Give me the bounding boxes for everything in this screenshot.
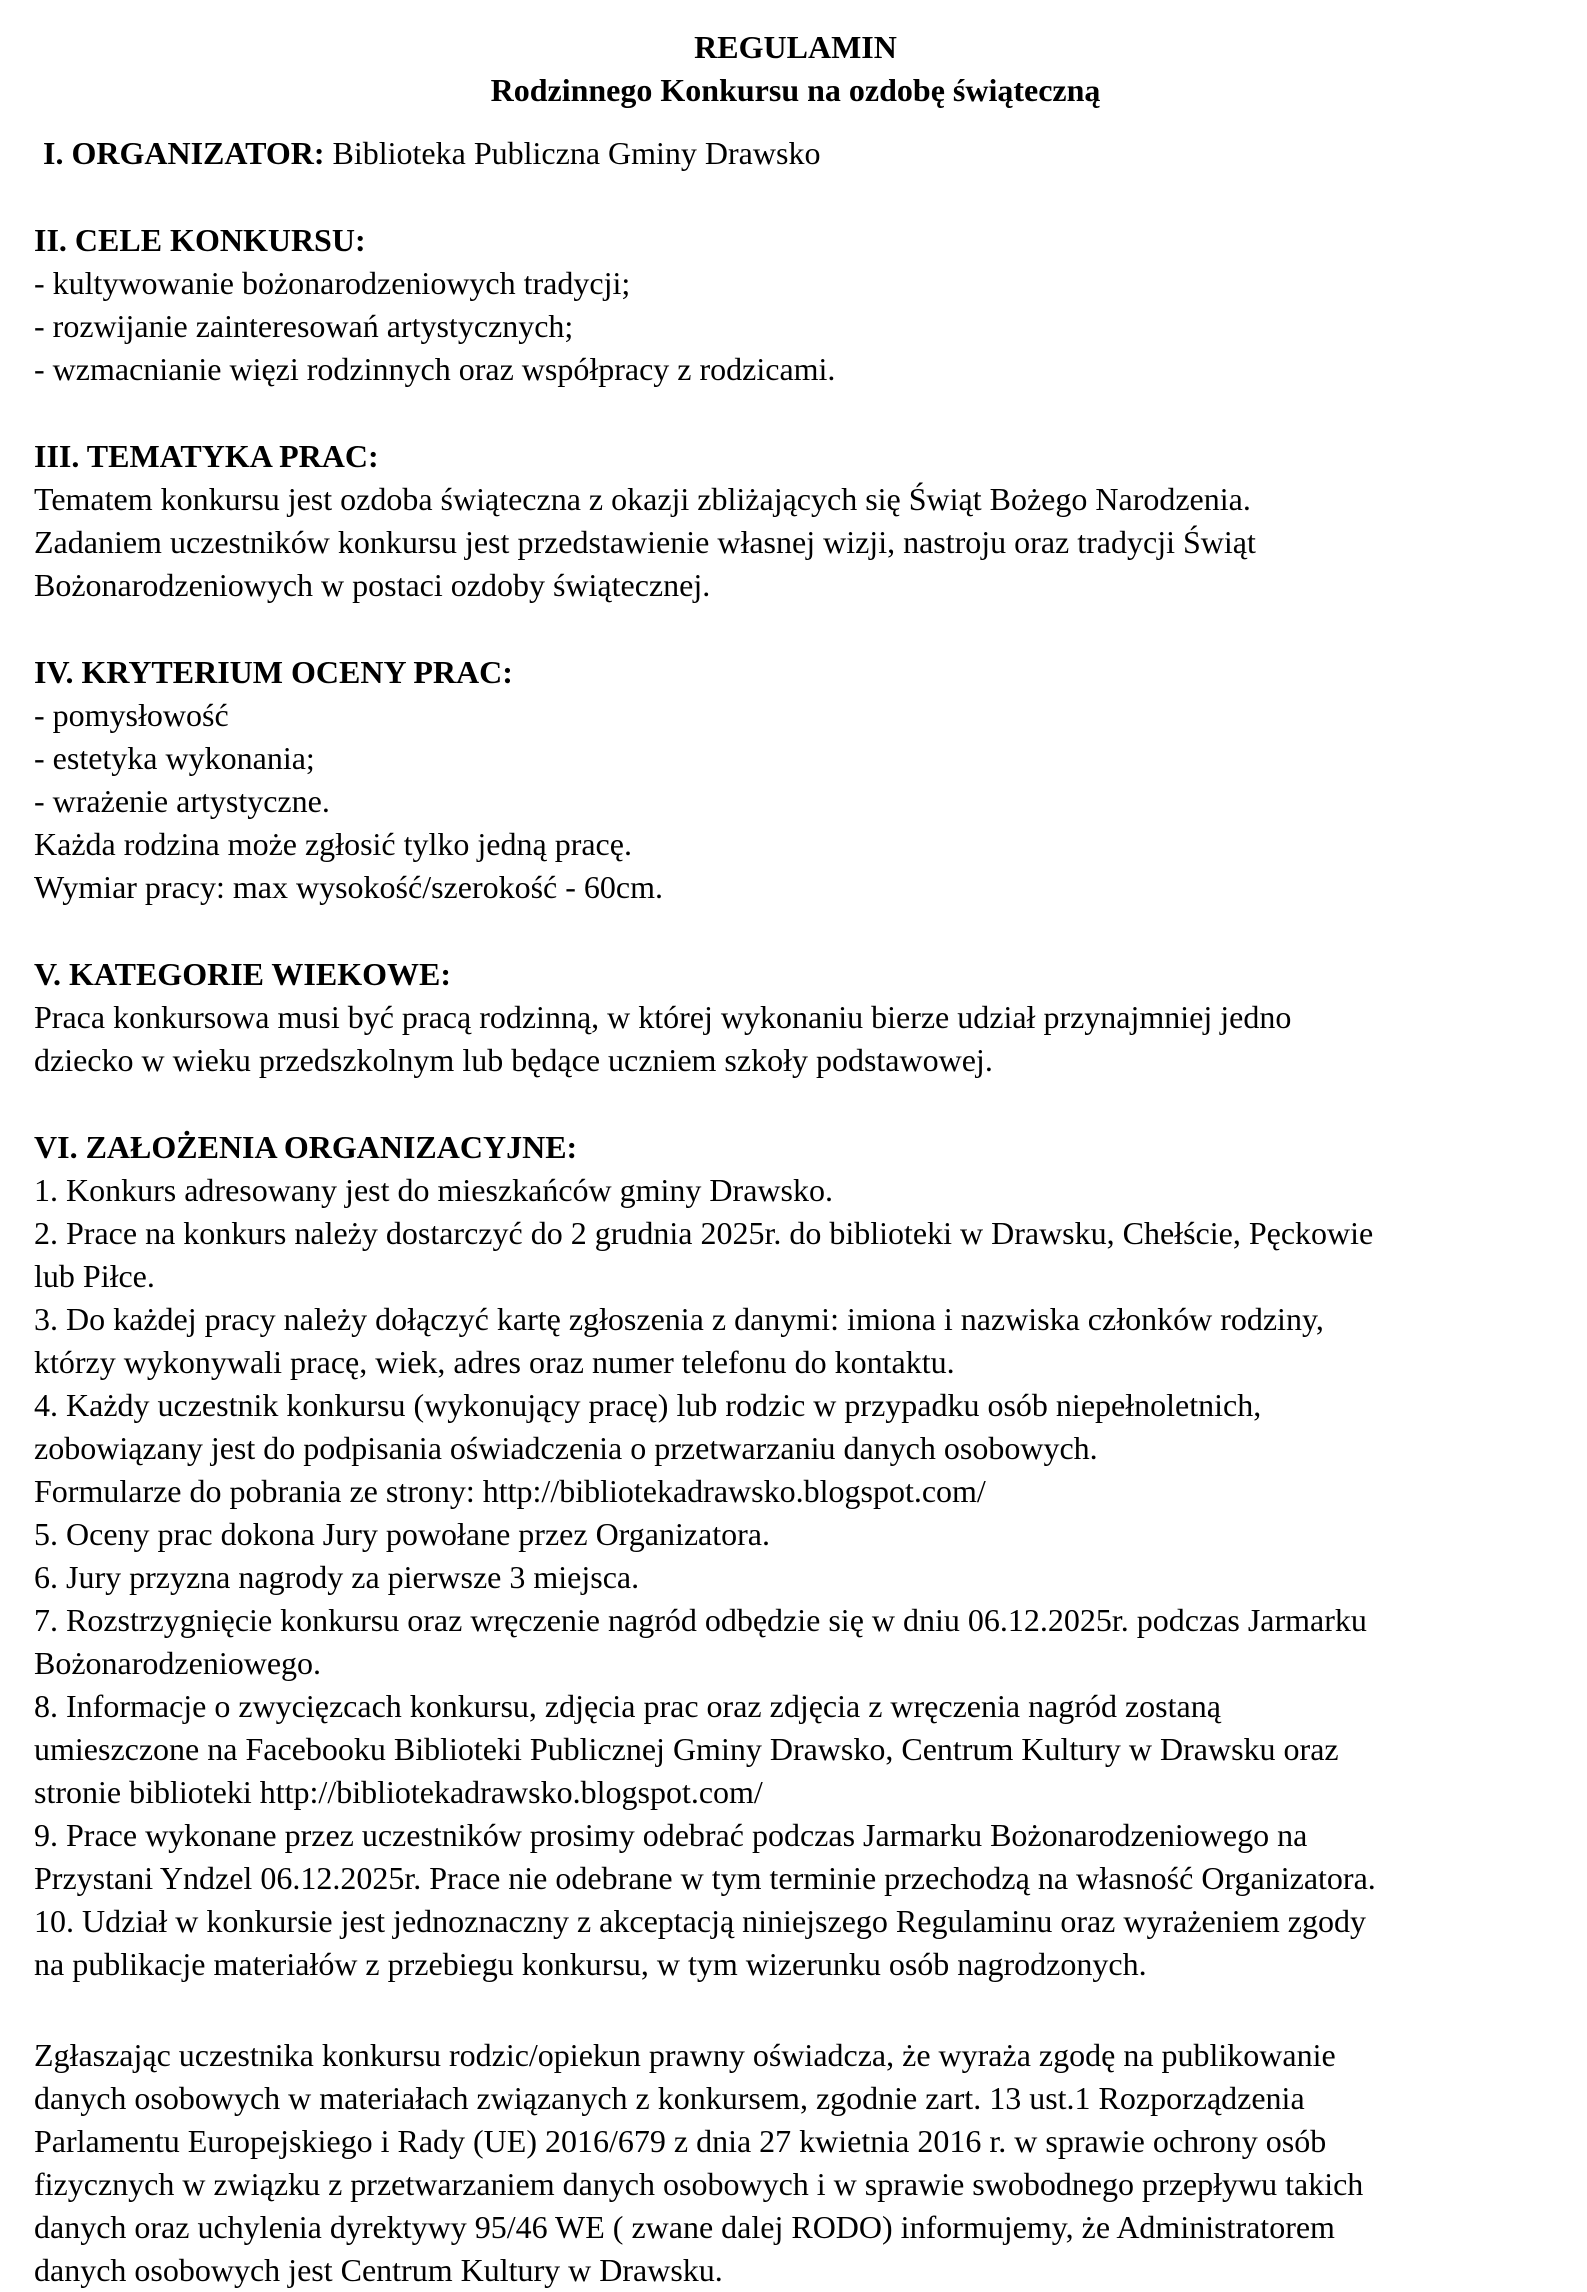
document-line: 2. Prace na konkurs należy dostarczyć do 2 grudnia 2025r. do biblioteki w Drawsku, Chełście, Pęckowie	[34, 1215, 1374, 1251]
section-lines	[34, 478, 1557, 607]
document-line: 3. Do każdej pracy należy dołączyć kartę zgłoszenia z danymi: imiona i nazwiska członków rodziny,	[34, 1301, 1324, 1337]
document-line: Każda rodzina może zgłosić tylko jedną pracę.	[34, 826, 632, 862]
document-line: umieszczone na Facebooku Biblioteki Publicznej Gminy Drawsko, Centrum Kultury w Drawsku oraz	[34, 1731, 1339, 1767]
document-line: Parlamentu Europejskiego i Rady (UE) 2016/679 z dnia 27 kwietnia 2016 r. w sprawie ochrony osób	[34, 2123, 1327, 2159]
section-lines	[34, 694, 1557, 909]
organizer-label: I. ORGANIZATOR:	[43, 135, 325, 171]
document-line: Bożonarodzeniowych w postaci ozdoby świątecznej.	[34, 567, 711, 603]
section-heading: IV. KRYTERIUM OCENY PRAC:	[34, 654, 513, 690]
document-line: 7. Rozstrzygnięcie konkursu oraz wręczenie nagród odbędzie się w dniu 06.12.2025r. podczas Jarmarku	[34, 1602, 1367, 1638]
document-line: danych osobowych jest Centrum Kultury w Drawsku.	[34, 2252, 723, 2288]
section-heading: V. KATEGORIE WIEKOWE:	[34, 956, 451, 992]
document-title: REGULAMIN	[694, 29, 897, 65]
document-line: zobowiązany jest do podpisania oświadczenia o przetwarzaniu danych osobowych.	[34, 1430, 1098, 1466]
document-line: 9. Prace wykonane przez uczestników prosimy odebrać podczas Jarmarku Bożonarodzeniowego na	[34, 1817, 1308, 1853]
section-cele-konkursu	[34, 219, 1557, 391]
section-lines	[34, 1169, 1557, 1986]
document-line: 6. Jury przyzna nagrody za pierwsze 3 miejsca.	[34, 1559, 640, 1595]
document-line: danych osobowych w materiałach związanych z konkursem, zgodnie zart. 13 ust.1 Rozporządzenia	[34, 2080, 1305, 2116]
section-heading: II. CELE KONKURSU:	[34, 222, 366, 258]
document-line: Praca konkursowa musi być pracą rodzinną, w której wykonaniu bierze udział przynajmniej jedno	[34, 999, 1292, 1035]
document-line: 5. Oceny prac dokona Jury powołane przez Organizatora.	[34, 1516, 770, 1552]
section-heading: III. TEMATYKA PRAC:	[34, 438, 379, 474]
document-line: danych oraz uchylenia dyrektywy 95/46 WE ( zwane dalej RODO) informujemy, że Administratorem	[34, 2209, 1335, 2245]
organizer-line	[34, 132, 1557, 175]
section-zalozenia-organizacyjne	[34, 1126, 1557, 1986]
section-lines	[34, 996, 1557, 1082]
document-line: Bożonarodzeniowego.	[34, 1645, 322, 1681]
document-line: 8. Informacje o zwycięzcach konkursu, zdjęcia prac oraz zdjęcia z wręczenia nagród zostaną	[34, 1688, 1221, 1724]
document-line: stronie biblioteki http://bibliotekadrawsko.blogspot.com/	[34, 1774, 763, 1810]
document-line: dziecko w wieku przedszkolnym lub będące uczniem szkoły podstawowej.	[34, 1042, 993, 1078]
document-line: - pomysłowość	[34, 697, 229, 733]
document-line: - wrażenie artystyczne.	[34, 783, 330, 819]
document-line: 10. Udział w konkursie jest jednoznaczny z akceptacją niniejszego Regulaminu oraz wyrażeniem zgody	[34, 1903, 1366, 1939]
document-line: - kultywowanie bożonarodzeniowych tradycji;	[34, 265, 631, 301]
document-line: lub Piłce.	[34, 1258, 155, 1294]
document-line: 4. Każdy uczestnik konkursu (wykonujący pracę) lub rodzic w przypadku osób niepełnoletnich,	[34, 1387, 1262, 1423]
document-line: - wzmacnianie więzi rodzinnych oraz współpracy z rodzicami.	[34, 351, 836, 387]
document-line: Przystani Yndzel 06.12.2025r. Prace nie odebrane w tym terminie przechodzą na własność Organizatora.	[34, 1860, 1376, 1896]
document-line: - rozwijanie zainteresowań artystycznych;	[34, 308, 574, 344]
document-line: fizycznych w związku z przetwarzaniem danych osobowych i w sprawie swobodnego przepływu takich	[34, 2166, 1364, 2202]
document-line: Zadaniem uczestników konkursu jest przedstawienie własnej wizji, nastroju oraz tradycji Świąt	[34, 524, 1256, 560]
document-line: - estetyka wykonania;	[34, 740, 315, 776]
section-kryterium-oceny	[34, 651, 1557, 909]
section-kategorie-wiekowe	[34, 953, 1557, 1082]
document-line: Wymiar pracy: max wysokość/szerokość - 60cm.	[34, 869, 663, 905]
section-rodo-clause	[34, 2034, 1557, 2292]
document-line: Formularze do pobrania ze strony: http://bibliotekadrawsko.blogspot.com/	[34, 1473, 986, 1509]
document-line: na publikacje materiałów z przebiegu konkursu, w tym wizerunku osób nagrodzonych.	[34, 1946, 1147, 1982]
document-line: 1. Konkurs adresowany jest do mieszkańców gminy Drawsko.	[34, 1172, 833, 1208]
section-heading: VI. ZAŁOŻENIA ORGANIZACYJNE:	[34, 1129, 578, 1165]
document-line: Zgłaszając uczestnika konkursu rodzic/opiekun prawny oświadcza, że wyraża zgodę na publikowanie	[34, 2037, 1336, 2073]
document-subtitle: Rodzinnego Konkursu na ozdobę świąteczną	[490, 72, 1101, 108]
section-lines	[34, 262, 1557, 391]
section-lines	[34, 2034, 1557, 2292]
section-tematyka-prac	[34, 435, 1557, 607]
organizer-text: Biblioteka Publiczna Gminy Drawsko	[324, 135, 821, 171]
document-line: Tematem konkursu jest ozdoba świąteczna z okazji zbliżających się Świąt Bożego Narodzenia.	[34, 481, 1251, 517]
document-line: którzy wykonywali pracę, wiek, adres oraz numer telefonu do kontaktu.	[34, 1344, 955, 1380]
